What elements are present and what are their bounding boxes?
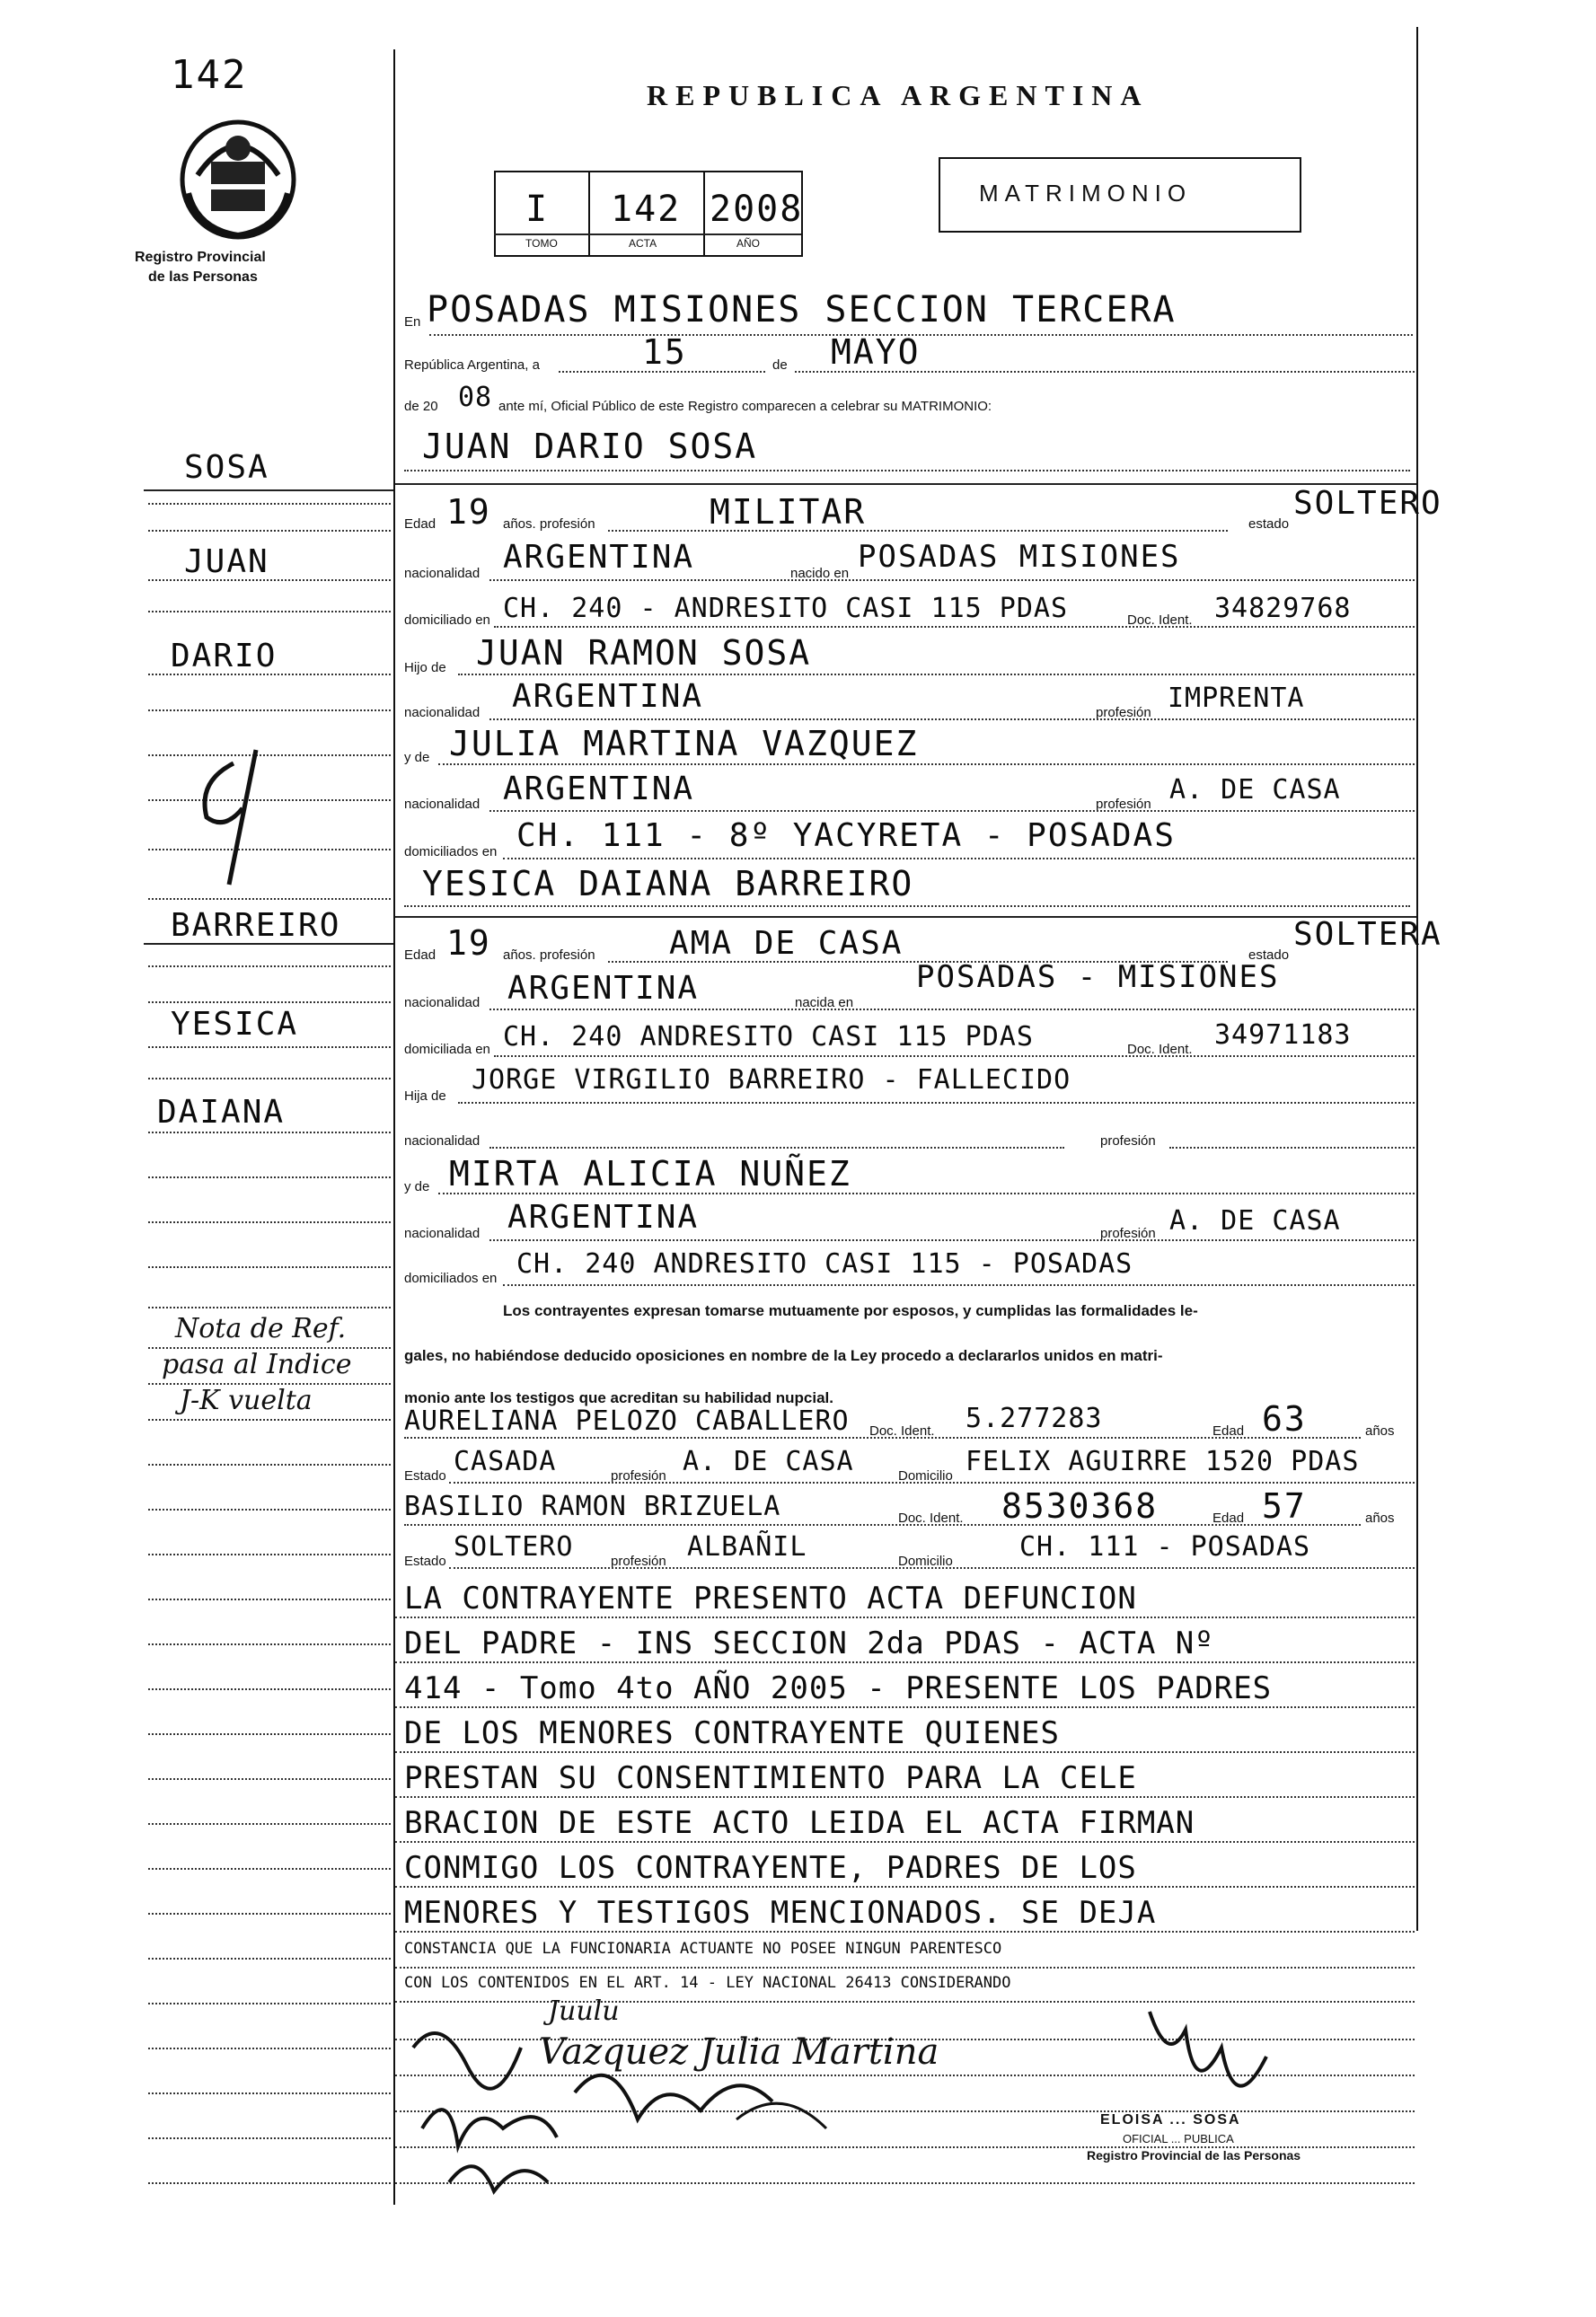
label-anos-profesion: años. profesión	[503, 516, 595, 532]
label-estado: estado	[1248, 516, 1290, 532]
year-suffix-value: 08	[458, 382, 493, 413]
groom-father: JUAN RAMON SOSA	[476, 633, 812, 673]
label-hijo-de: Hijo de	[404, 660, 446, 675]
bride-parents-address: CH. 240 ANDRESITO CASI 115 - POSADAS	[516, 1248, 1133, 1280]
bride-birthplace: POSADAS - MISIONES	[916, 959, 1280, 995]
label-domiciliado: domiciliado en	[404, 612, 490, 628]
margin-word-juan: JUAN	[184, 543, 269, 580]
label-domicilio-testigo2: Domicilio	[898, 1554, 953, 1569]
witness1-address: FELIX AGUIRRE 1520 PDAS	[966, 1446, 1360, 1477]
label-nacionalidad-novia: nacionalidad	[404, 995, 481, 1010]
groom-full-name: JUAN DARIO SOSA	[422, 427, 758, 466]
label-edad-novia: Edad	[404, 947, 436, 963]
groom-mother-nationality: ARGENTINA	[503, 771, 695, 807]
bride-age: 19	[446, 923, 491, 963]
groom-mother: JULIA MARTINA VAZQUEZ	[449, 724, 919, 763]
label-profesion-madre: profesión	[1096, 797, 1151, 812]
label-de20: de 20	[404, 399, 438, 414]
label-edad-testigo2: Edad	[1212, 1511, 1245, 1526]
seal-caption-line2: de las Personas	[148, 269, 258, 285]
right-border	[1416, 27, 1418, 1931]
label-nacionalidad-padre-novia: nacionalidad	[404, 1133, 481, 1149]
label-profesion-padre: profesión	[1096, 705, 1151, 720]
acta-label: ACTA	[629, 237, 657, 250]
statement-line3: monio ante los testigos que acreditan su habilidad nupcial.	[404, 1389, 833, 1406]
label-edad-testigo1: Edad	[1212, 1423, 1245, 1439]
witness1-doc: 5.277283	[966, 1403, 1103, 1434]
groom-nationality: ARGENTINA	[503, 539, 695, 576]
label-y-de-novia: y de	[404, 1179, 430, 1194]
note-line: 414 - Tomo 4to AÑO 2005 - PRESENTE LOS PADRES	[404, 1670, 1273, 1706]
groom-father-profession: IMPRENTA	[1168, 683, 1305, 714]
witness2-address: CH. 111 - POSADAS	[1019, 1531, 1311, 1563]
label-en: En	[404, 314, 421, 330]
bride-mother-nationality: ARGENTINA	[507, 1199, 700, 1236]
label-edad: Edad	[404, 516, 436, 532]
note-line: DEL PADRE - INS SECCION 2da PDAS - ACTA Nº	[404, 1625, 1214, 1661]
bride-profession: AMA DE CASA	[669, 925, 904, 962]
groom-profession: MILITAR	[710, 492, 867, 532]
margin-note-line2: pasa al Indice	[162, 1349, 352, 1380]
label-profesion-testigo2: profesión	[611, 1554, 666, 1569]
margin-note-line3: J-K vuelta	[180, 1385, 313, 1416]
witness2-name: BASILIO RAMON BRIZUELA	[404, 1491, 781, 1522]
bride-status: SOLTERA	[1293, 916, 1442, 953]
label-nacionalidad-madre: nacionalidad	[404, 797, 481, 812]
ano-value: 2008	[710, 189, 804, 230]
acta-value: 142	[611, 189, 682, 230]
label-nacido-en: nacido en	[790, 566, 850, 581]
label-anos-testigo2: años	[1365, 1511, 1395, 1526]
country-title: REPUBLICA ARGENTINA	[647, 79, 1150, 111]
groom-doc: 34829768	[1214, 593, 1352, 624]
label-republica: República Argentina, a	[404, 357, 540, 373]
label-estado-novia: estado	[1248, 947, 1290, 963]
label-hija-de: Hija de	[404, 1088, 446, 1104]
note-line: DE LOS MENORES CONTRAYENTE QUIENES	[404, 1715, 1060, 1751]
label-anos-profesion-novia: años. profesión	[503, 947, 595, 963]
witness2-age: 57	[1262, 1486, 1307, 1526]
label-doc-testigo2: Doc. Ident.	[898, 1511, 964, 1526]
label-anos-testigo1: años	[1365, 1423, 1395, 1439]
label-estado-testigo1: Estado	[404, 1468, 446, 1484]
bride-nationality: ARGENTINA	[507, 970, 700, 1007]
left-margin-border	[393, 49, 395, 2205]
note-line: CONMIGO LOS CONTRAYENTE, PADRES DE LOS	[404, 1850, 1137, 1886]
coat-of-arms-seal-icon	[162, 108, 314, 242]
note-line: PRESTAN SU CONSENTIMIENTO PARA LA CELE	[404, 1760, 1137, 1796]
label-de: de	[772, 357, 788, 373]
groom-mother-profession: A. DE CASA	[1169, 774, 1341, 806]
bride-full-name: YESICA DAIANA BARREIRO	[422, 864, 914, 903]
note-line: CONSTANCIA QUE LA FUNCIONARIA ACTUANTE NO POSEE NINGUN PARENTESCO	[404, 1940, 1002, 1958]
label-y-de: y de	[404, 750, 430, 765]
margin-word-dario: DARIO	[171, 638, 278, 674]
stamp-line3: Registro Provincial de las Personas	[1087, 2148, 1301, 2163]
margin-signature-mark-icon	[180, 745, 278, 889]
signature-2: Vazquez Julia Martina	[539, 2031, 939, 2073]
groom-father-nationality: ARGENTINA	[512, 678, 704, 715]
signature-scribbles-icon	[404, 1994, 1051, 2200]
label-doc-novia: Doc. Ident.	[1127, 1042, 1193, 1057]
official-stamp	[1042, 1994, 1410, 2155]
tomo-value: I	[525, 189, 550, 230]
ano-label: AÑO	[736, 237, 761, 250]
label-domiciliados-novia: domiciliados en	[404, 1271, 498, 1286]
statement-line1: Los contrayentes expresan tomarse mutuamente por esposos, y cumplidas las formalidades le-	[503, 1302, 1198, 1319]
statement-line2: gales, no habiéndose deducido oposiciones en nombre de la Ley procedo a declararlos unidos en matri-	[404, 1347, 1163, 1364]
groom-status: SOLTERO	[1293, 485, 1442, 522]
day-value: 15	[642, 332, 687, 372]
label-domiciliados: domiciliados en	[404, 844, 498, 859]
groom-birthplace: POSADAS MISIONES	[858, 539, 1181, 575]
bride-mother-profession: A. DE CASA	[1169, 1205, 1341, 1237]
label-estado-testigo2: Estado	[404, 1554, 446, 1569]
label-nacionalidad-madre-novia: nacionalidad	[404, 1226, 481, 1241]
note-line: MENORES Y TESTIGOS MENCIONADOS. SE DEJA	[404, 1895, 1157, 1931]
label-doc-testigo1: Doc. Ident.	[869, 1423, 935, 1439]
witness2-doc: 8530368	[1001, 1486, 1159, 1526]
month-value: MAYO	[831, 332, 921, 372]
groom-parents-address: CH. 111 - 8º YACYRETA - POSADAS	[516, 817, 1176, 854]
tomo-label: TOMO	[525, 237, 558, 250]
label-ante: ante mí, Oficial Público de este Registro comparecen a celebrar su MATRIMONIO:	[498, 399, 992, 414]
note-line: LA CONTRAYENTE PRESENTO ACTA DEFUNCION	[404, 1581, 1137, 1617]
seal-caption-line1: Registro Provincial	[135, 250, 266, 265]
page-number: 142	[171, 52, 248, 98]
stamp-line1: ELOISA ... SOSA	[1100, 2112, 1241, 2128]
groom-address: CH. 240 - ANDRESITO CASI 115 PDAS	[503, 593, 1069, 624]
bride-doc: 34971183	[1214, 1019, 1352, 1051]
bride-address: CH. 240 ANDRESITO CASI 115 PDAS	[503, 1021, 1034, 1053]
witness1-age: 63	[1262, 1399, 1307, 1439]
note-line: CON LOS CONTENIDOS EN EL ART. 14 - LEY NACIONAL 26413 CONSIDERANDO	[404, 1974, 1011, 1992]
margin-word-sosa: SOSA	[184, 449, 269, 486]
label-profesion-padre-novia: profesión	[1100, 1133, 1156, 1149]
signature-1: Juulu	[548, 1995, 620, 2027]
witness2-profession: ALBAÑIL	[687, 1531, 807, 1563]
margin-word-barreiro: BARREIRO	[171, 907, 341, 944]
label-nacida-en: nacida en	[795, 995, 854, 1010]
stamp-line2: OFICIAL ... PUBLICA	[1123, 2132, 1234, 2145]
place-value: POSADAS MISIONES SECCION TERCERA	[427, 289, 1177, 330]
label-profesion-testigo1: profesión	[611, 1468, 666, 1484]
note-line: BRACION DE ESTE ACTO LEIDA EL ACTA FIRMAN	[404, 1805, 1195, 1841]
label-doc: Doc. Ident.	[1127, 612, 1193, 628]
label-nacionalidad: nacionalidad	[404, 566, 481, 581]
document-type: MATRIMONIO	[979, 180, 1193, 207]
label-domiciliada: domiciliada en	[404, 1042, 490, 1057]
label-nacionalidad-padre: nacionalidad	[404, 705, 481, 720]
witness1-name: AURELIANA PELOZO CABALLERO	[404, 1405, 850, 1437]
groom-age: 19	[446, 492, 491, 532]
label-profesion-madre-novia: profesión	[1100, 1226, 1156, 1241]
label-domicilio-testigo1: Domicilio	[898, 1468, 953, 1484]
margin-word-daiana: DAIANA	[157, 1094, 286, 1131]
witness1-profession: A. DE CASA	[683, 1446, 854, 1477]
bride-father: JORGE VIRGILIO BARREIRO - FALLECIDO	[472, 1064, 1071, 1096]
bride-mother: MIRTA ALICIA NUÑEZ	[449, 1154, 851, 1194]
witness1-status: CASADA	[454, 1446, 557, 1477]
witness2-status: SOLTERO	[454, 1531, 574, 1563]
margin-note-line1: Nota de Ref.	[175, 1313, 347, 1344]
margin-word-yesica: YESICA	[171, 1006, 299, 1043]
